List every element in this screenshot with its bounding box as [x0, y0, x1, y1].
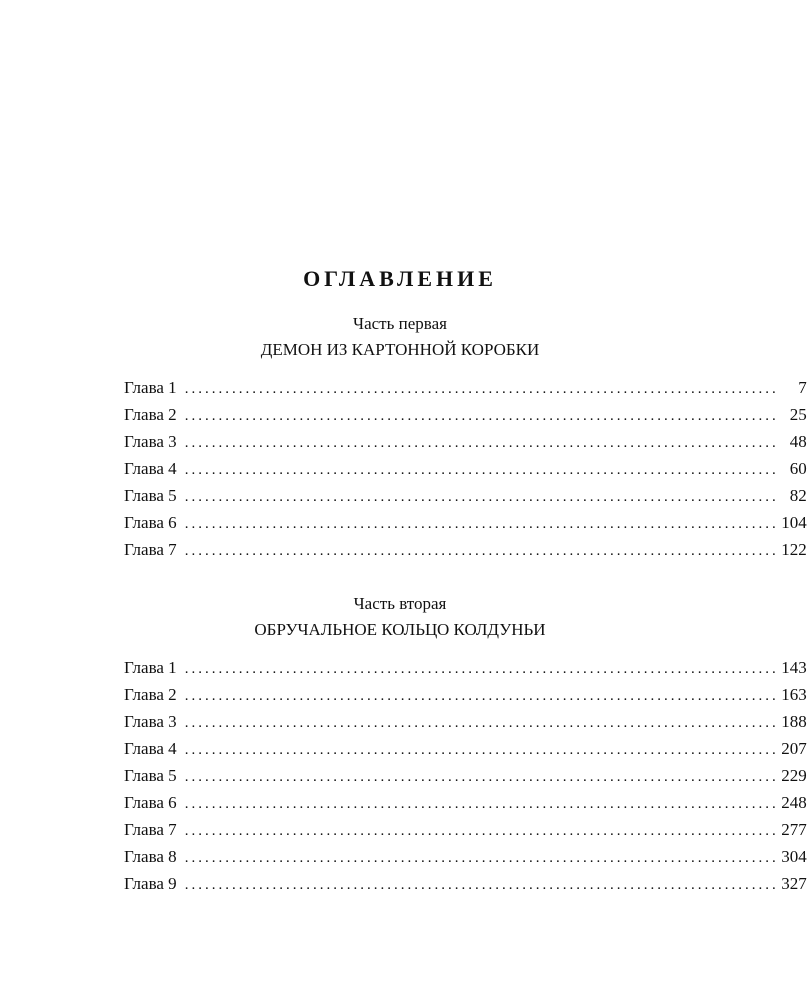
dot-leader: ........................................................................................ [184, 823, 779, 839]
dot-leader: ........................................................................................ [184, 516, 779, 532]
page-number: 122 [781, 540, 807, 559]
part-2-chapter-list [124, 654, 807, 897]
page-number: 304 [781, 847, 807, 866]
toc-entry[interactable] [124, 843, 807, 870]
dot-leader: ........................................................................................ [184, 435, 779, 451]
chapter-label: Глава 4 [124, 459, 177, 478]
toc-title: ОГЛАВЛЕНИЕ [303, 266, 497, 291]
chapter-label: Глава 4 [124, 739, 177, 758]
toc-entry[interactable] [124, 708, 807, 735]
chapter-label: Глава 5 [124, 486, 177, 505]
page-number: 60 [789, 459, 807, 478]
dot-leader: ........................................................................................ [184, 688, 779, 704]
dot-leader: ........................................................................................ [184, 796, 779, 812]
chapter-label: Глава 1 [124, 378, 177, 397]
page-number: 48 [789, 432, 807, 451]
part-1-chapter-list [124, 374, 807, 563]
page-number: 163 [781, 685, 807, 704]
toc-entry[interactable] [124, 789, 807, 816]
part-label: Часть вторая [353, 594, 447, 613]
chapter-label: Глава 6 [124, 513, 177, 532]
dot-leader: ........................................................................................ [184, 381, 779, 397]
chapter-label: Глава 6 [124, 793, 177, 812]
page-number: 143 [781, 658, 807, 677]
page-number: 188 [781, 712, 807, 731]
toc-entry[interactable] [124, 735, 807, 762]
page-number: 82 [789, 486, 807, 505]
part-1-header [0, 312, 800, 364]
toc-entry[interactable] [124, 762, 807, 789]
toc-entry[interactable] [124, 870, 807, 897]
toc-entry[interactable] [124, 482, 807, 509]
chapter-label: Глава 2 [124, 405, 177, 424]
toc-entry[interactable] [124, 428, 807, 455]
dot-leader: ........................................................................................ [184, 769, 779, 785]
toc-entry[interactable] [124, 536, 807, 563]
toc-entry[interactable] [124, 654, 807, 681]
part-label: Часть первая [353, 314, 447, 333]
toc-entry[interactable] [124, 455, 807, 482]
dot-leader: ........................................................................................ [184, 877, 779, 893]
chapter-label: Глава 1 [124, 658, 177, 677]
toc-entry[interactable] [124, 509, 807, 536]
chapter-label: Глава 3 [124, 712, 177, 731]
toc-entry[interactable] [124, 681, 807, 708]
chapter-label: Глава 9 [124, 874, 177, 893]
dot-leader: ........................................................................................ [184, 543, 779, 559]
part-name: ОБРУЧАЛЬНОЕ КОЛЬЦО КОЛДУНЬИ [254, 620, 546, 639]
page-number: 207 [781, 739, 807, 758]
page-number: 104 [781, 513, 807, 532]
toc-entry[interactable] [124, 374, 807, 401]
toc-entry[interactable] [124, 816, 807, 843]
dot-leader: ........................................................................................ [184, 850, 779, 866]
dot-leader: ........................................................................................ [184, 742, 779, 758]
dot-leader: ........................................................................................ [184, 462, 779, 478]
chapter-label: Глава 8 [124, 847, 177, 866]
dot-leader: ........................................................................................ [184, 715, 779, 731]
page-number: 25 [789, 405, 807, 424]
part-name: ДЕМОН ИЗ КАРТОННОЙ КОРОБКИ [260, 340, 540, 359]
chapter-label: Глава 2 [124, 685, 177, 704]
dot-leader: ........................................................................................ [184, 661, 779, 677]
page-number: 229 [781, 766, 807, 785]
page-number: 277 [781, 820, 807, 839]
chapter-label: Глава 3 [124, 432, 177, 451]
part-2-header [0, 592, 800, 644]
page-number: 327 [781, 874, 807, 893]
chapter-label: Глава 7 [124, 540, 177, 559]
dot-leader: ........................................................................................ [184, 408, 779, 424]
dot-leader: ........................................................................................ [184, 489, 779, 505]
toc-entry[interactable] [124, 401, 807, 428]
page-number: 7 [798, 378, 807, 397]
page-number: 248 [781, 793, 807, 812]
chapter-label: Глава 5 [124, 766, 177, 785]
chapter-label: Глава 7 [124, 820, 177, 839]
